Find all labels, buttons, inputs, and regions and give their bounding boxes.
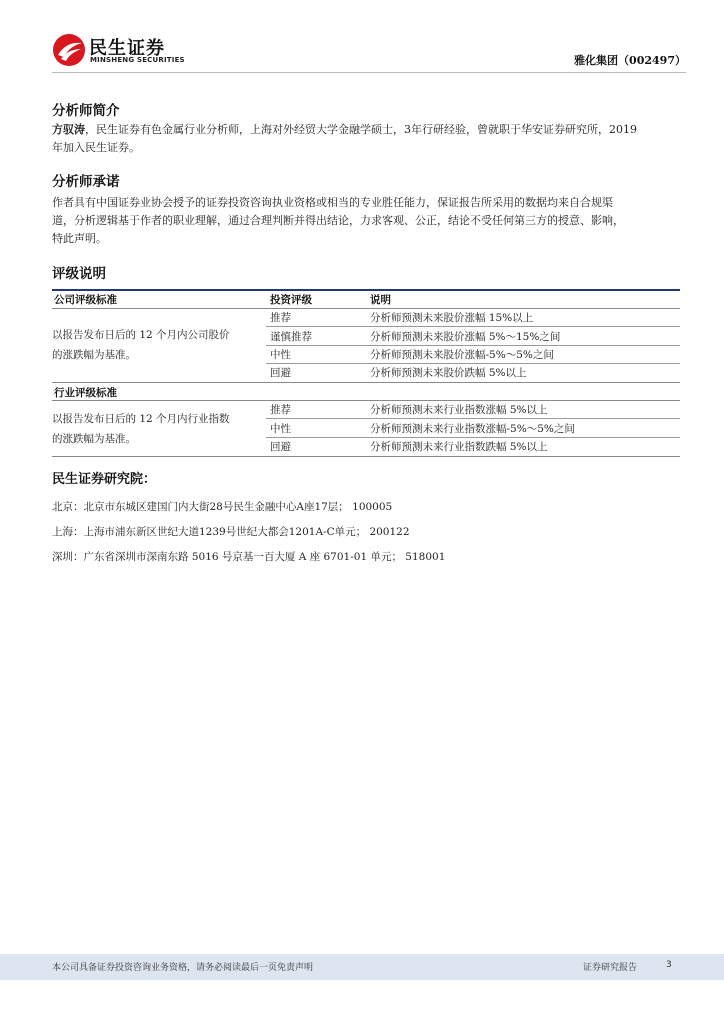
- company-rating-label: 回避: [270, 367, 291, 379]
- page-footer: [0, 954, 724, 980]
- industry-rating-header: 行业评级标准: [54, 387, 117, 399]
- analyst-commitment-title: 分析师承诺: [52, 174, 120, 190]
- research-institute-title: 民生证券研究院：: [52, 472, 157, 487]
- commitment-line-2: 道，分析逻辑基于作者的职业理解，通过合理判断并得出结论，力求客观、公正，结论不受任何第三方的授意、影响，: [52, 214, 624, 227]
- description-column-header: 说明: [370, 294, 391, 306]
- industry-rating-label: 推荐: [270, 404, 291, 416]
- address-beijing: 北京：北京市东城区建国门内大街28号民生金融中心A座17层； 100005: [52, 501, 393, 513]
- logo-english-name: MINSHENG SECURITIES: [90, 56, 185, 64]
- logo-chinese-name: 民生证券: [89, 38, 165, 59]
- rating-column-header: 投资评级: [270, 294, 312, 306]
- company-rating-label: 谨慎推荐: [270, 331, 312, 343]
- minsheng-logo-icon: [52, 33, 86, 67]
- company-rating-label: 推荐: [270, 312, 291, 324]
- company-basis-line-2: 的涨跌幅为基准。: [52, 349, 136, 361]
- company-rating-header: 公司评级标准: [54, 294, 117, 306]
- address-shenzhen: 深圳：广东省深圳市深南东路 5016 号京基一百大厦 A 座 6701-01 单元； 518001: [52, 551, 446, 563]
- industry-rating-desc: 分析师预测未来行业指数涨幅 5%以上: [370, 404, 548, 416]
- page-number: 3: [666, 960, 672, 970]
- minsheng-logo: [52, 33, 192, 67]
- table-header-rule: [52, 308, 680, 309]
- industry-rating-label: 回避: [270, 441, 291, 453]
- industry-rating-desc: 分析师预测未来行业指数涨幅-5%～5%之间: [370, 423, 575, 435]
- analyst-commitment-text: [52, 194, 692, 248]
- commitment-line-3: 特此声明。: [52, 232, 107, 245]
- header-divider: [52, 72, 686, 73]
- row-rule: [266, 437, 680, 438]
- company-rating-label: 中性: [270, 349, 291, 361]
- rating-standards-table: [52, 289, 680, 461]
- industry-rating-basis: [52, 409, 258, 449]
- company-rating-desc: 分析师预测未来股价涨幅 5%～15%之间: [370, 331, 561, 343]
- company-rating-desc: 分析师预测未来股价涨幅 15%以上: [370, 312, 534, 324]
- company-rating-basis: [52, 325, 258, 365]
- industry-rating-desc: 分析师预测未来行业指数跌幅 5%以上: [370, 441, 548, 453]
- row-rule: [266, 363, 680, 364]
- row-rule: [266, 345, 680, 346]
- analyst-bio: [52, 121, 692, 157]
- footer-doc-type: 证券研究报告: [583, 963, 638, 973]
- address-shanghai: 上海：上海市浦东新区世纪大道1239号世纪大都会1201A-C单元； 200122: [52, 526, 410, 538]
- industry-basis-line-1: 以报告发布日后的 12 个月内行业指数: [52, 413, 230, 425]
- row-rule: [266, 418, 680, 419]
- footer-disclaimer: 本公司具备证券投资咨询业务资格，请务必阅读最后一页免责声明: [52, 963, 314, 973]
- industry-rating-label: 中性: [270, 423, 291, 435]
- analyst-bio-line-1: [52, 121, 692, 139]
- analyst-bio-text-1: ，民生证券有色金属行业分析师，上海对外经贸大学金融学硕士，3年行研经验，曾就职于华安证券研究所，2019: [85, 123, 637, 136]
- company-rating-desc: 分析师预测未来股价涨幅-5%～5%之间: [370, 349, 554, 361]
- commitment-line-1: 作者具有中国证券业协会授予的证券投资咨询执业资格或相当的专业胜任能力，保证报告所采用的数据均来自合规渠: [52, 196, 613, 209]
- section-rule: [52, 400, 680, 401]
- company-rating-desc: 分析师预测未来股价跌幅 5%以上: [370, 367, 527, 379]
- analyst-intro-title: 分析师简介: [52, 103, 120, 119]
- page-header: [0, 0, 724, 80]
- industry-basis-line-2: 的涨跌幅为基准。: [52, 433, 136, 445]
- company-basis-line-1: 以报告发布日后的 12 个月内公司股价: [52, 329, 230, 341]
- row-rule: [266, 326, 680, 327]
- rating-explanation-title: 评级说明: [52, 266, 106, 282]
- table-top-rule: [52, 289, 680, 291]
- analyst-bio-line-2: 年加入民生证券。: [52, 141, 140, 154]
- section-rule: [52, 382, 680, 383]
- company-ticker-tag: 雅化集团（002497）: [574, 54, 686, 67]
- table-bottom-rule: [52, 456, 680, 457]
- analyst-name: 方驭涛: [52, 123, 85, 136]
